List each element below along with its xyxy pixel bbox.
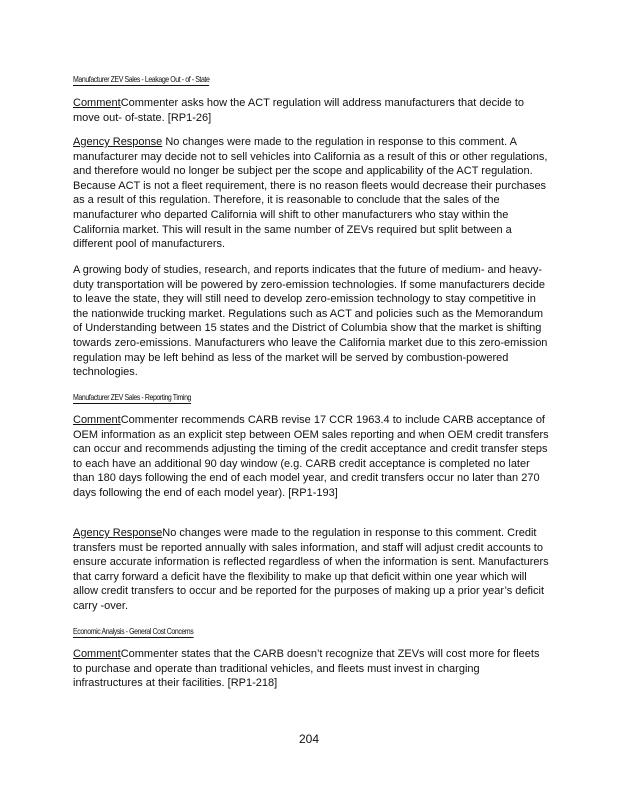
section-heading-leakage: Manufacturer ZEV Sales - Leakage Out - of - State (73, 74, 210, 84)
response-text: No changes were made to the regulation in response to this comment. A manufacturer may decide not to sell vehicles into California as a result of this or other regulations, and therefore would no longer be subject per the scope and applicability of the ACT regulation. Because ACT is not a fleet requirement, there is no reason fleets would decrease their purchases as a result of this regulation. Therefore, it is reasonable to conclude that the sales of the manufacturer who departed California will shift to other manufacturers who stay within the California market. This will result in the same number of ZEVs required but split between a different pool of manufacturers. (73, 136, 548, 251)
response-label: Agency Response (73, 527, 163, 539)
comment-text: Commenter recommends CARB revise 17 CCR 1963.4 to include CARB acceptance of OEM information as an explicit step between OEM sales reporting and when OEM credit transfers can occur and recommends adjusting the timing of the credit acceptance and credit transfer steps to each have an additional 90 day window (e.g. CARB credit acceptance is completed no later than 180 days following the end of each model year, and credit transfers occur no later than 270 days following the end of each model year). [RP1-193] (73, 414, 549, 499)
comment-label: Comment (73, 648, 121, 660)
comment-text: Commenter asks how the ACT regulation will address manufacturers that decide to move out- of-state. [RP1-26] (73, 97, 525, 124)
response-block-reporting (73, 526, 549, 614)
response-paragraph-leakage-2 (73, 263, 549, 380)
comment-block-reporting (73, 413, 549, 501)
comment-label: Comment (73, 97, 121, 109)
section-heading-reporting: Manufacturer ZEV Sales - Reporting Timing (73, 392, 192, 402)
response-label: Agency Response (73, 136, 163, 148)
response-text: A growing body of studies, research, and reports indicates that the future of medium- and heavy-duty transportation will be powered by zero-emission technologies. If some manufacturers decide to leave the state, they will still need to develop zero-emission technology to stay competitive in the nationwide trucking market. Regulations such as ACT and policies such as the Memorandum of Understanding between 15 states and the District of Columbia show that the market is shifting towards zero-emissions. Manufacturers who leave the California market due to this zero-emission regulation may be left behind as less of the market will be served by combustion-powered technologies. (73, 264, 548, 379)
response-block-leakage (73, 135, 549, 252)
response-text: No changes were made to the regulation in response to this comment. Credit transfers must be reported annually with sales information, and staff will adjust credit accounts to ensure accurate information is reflected regardless of when the information is sent. Manufacturers that carry forward a deficit have the flexibility to make up that deficit within one year which will allow credit transfers to occur and be reported for the purposes of making up a prior year’s deficit carry -over. (73, 527, 549, 612)
page-number: 204 (298, 732, 320, 746)
comment-block-economic (73, 647, 549, 691)
comment-label: Comment (73, 414, 121, 426)
comment-block-leakage (73, 96, 549, 125)
comment-text: Commenter states that the CARB doesn’t recognize that ZEVs will cost more for fleets to purchase and operate than traditional vehicles, and fleets must invest in charging infrastructures at their facilities. [RP1-218] (73, 648, 540, 690)
section-heading-economic: Economic Analysis - General Cost Concerns (73, 626, 194, 636)
